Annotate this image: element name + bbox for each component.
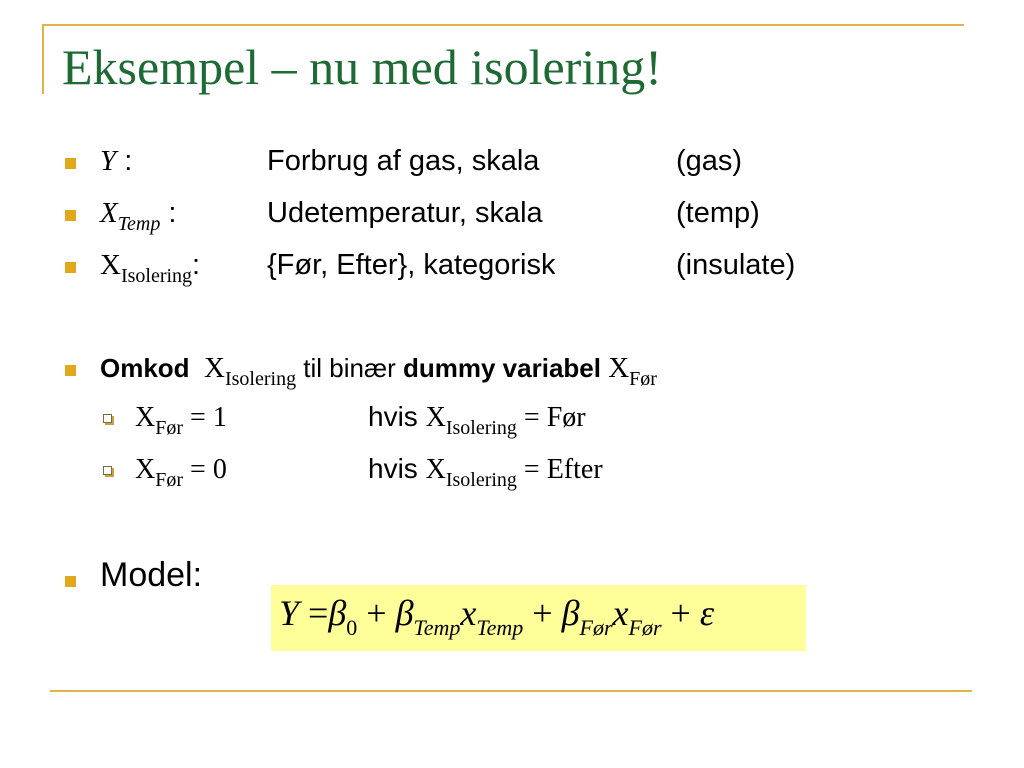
bullet-icon [65,576,76,587]
dummy-def-1: $X_{Før} = 1$ [135,402,227,439]
bullet-icon [65,365,76,376]
variable-symbol: $X_{Isolering}$ [100,249,193,287]
recode-line: Omkod $X_{Isolering}$ til binær dummy variabel $X_{Før}$ [100,352,657,390]
model-formula: $Y =\beta_0 + \beta_{Temp}x_{Temp} + \beta_{Før}x_{Før} + \varepsilon$ [279,593,714,640]
variable-row-y: Y : [100,145,133,177]
dummy-def-2: $X_{Før} = 0$ [135,454,227,491]
left-rule [42,24,44,94]
variable-code: (gas) [676,145,743,177]
dummy-cond-2: hvis $X_{Isolering}$ = Efter [368,453,603,491]
top-rule [42,24,964,26]
variable-symbol: Y [100,145,117,177]
variable-code: (insulate) [676,249,796,281]
variable-code: (temp) [676,197,760,229]
variable-desc: Forbrug af gas, skala [267,145,540,177]
variable-row-isolering: $X_{Isolering}$: [100,249,201,287]
bullet-icon [65,210,76,221]
sub-bullet-icon [103,414,112,423]
sub-bullet-icon [103,466,112,475]
variable-symbol: $X_{Temp}$ [100,197,161,235]
bottom-rule [50,690,972,692]
variable-desc: Udetemperatur, skala [267,197,543,229]
variable-row-temp: $X_{Temp}$ : [100,197,177,235]
dummy-cond-1: hvis $X_{Isolering}$ = Før [368,401,586,439]
model-label: Model: [100,556,203,594]
variable-desc: {Før, Efter}, kategorisk [267,249,556,281]
bullet-icon [65,262,76,273]
slide-title: Eksempel – nu med isolering! [62,39,662,95]
bullet-icon [65,158,76,169]
